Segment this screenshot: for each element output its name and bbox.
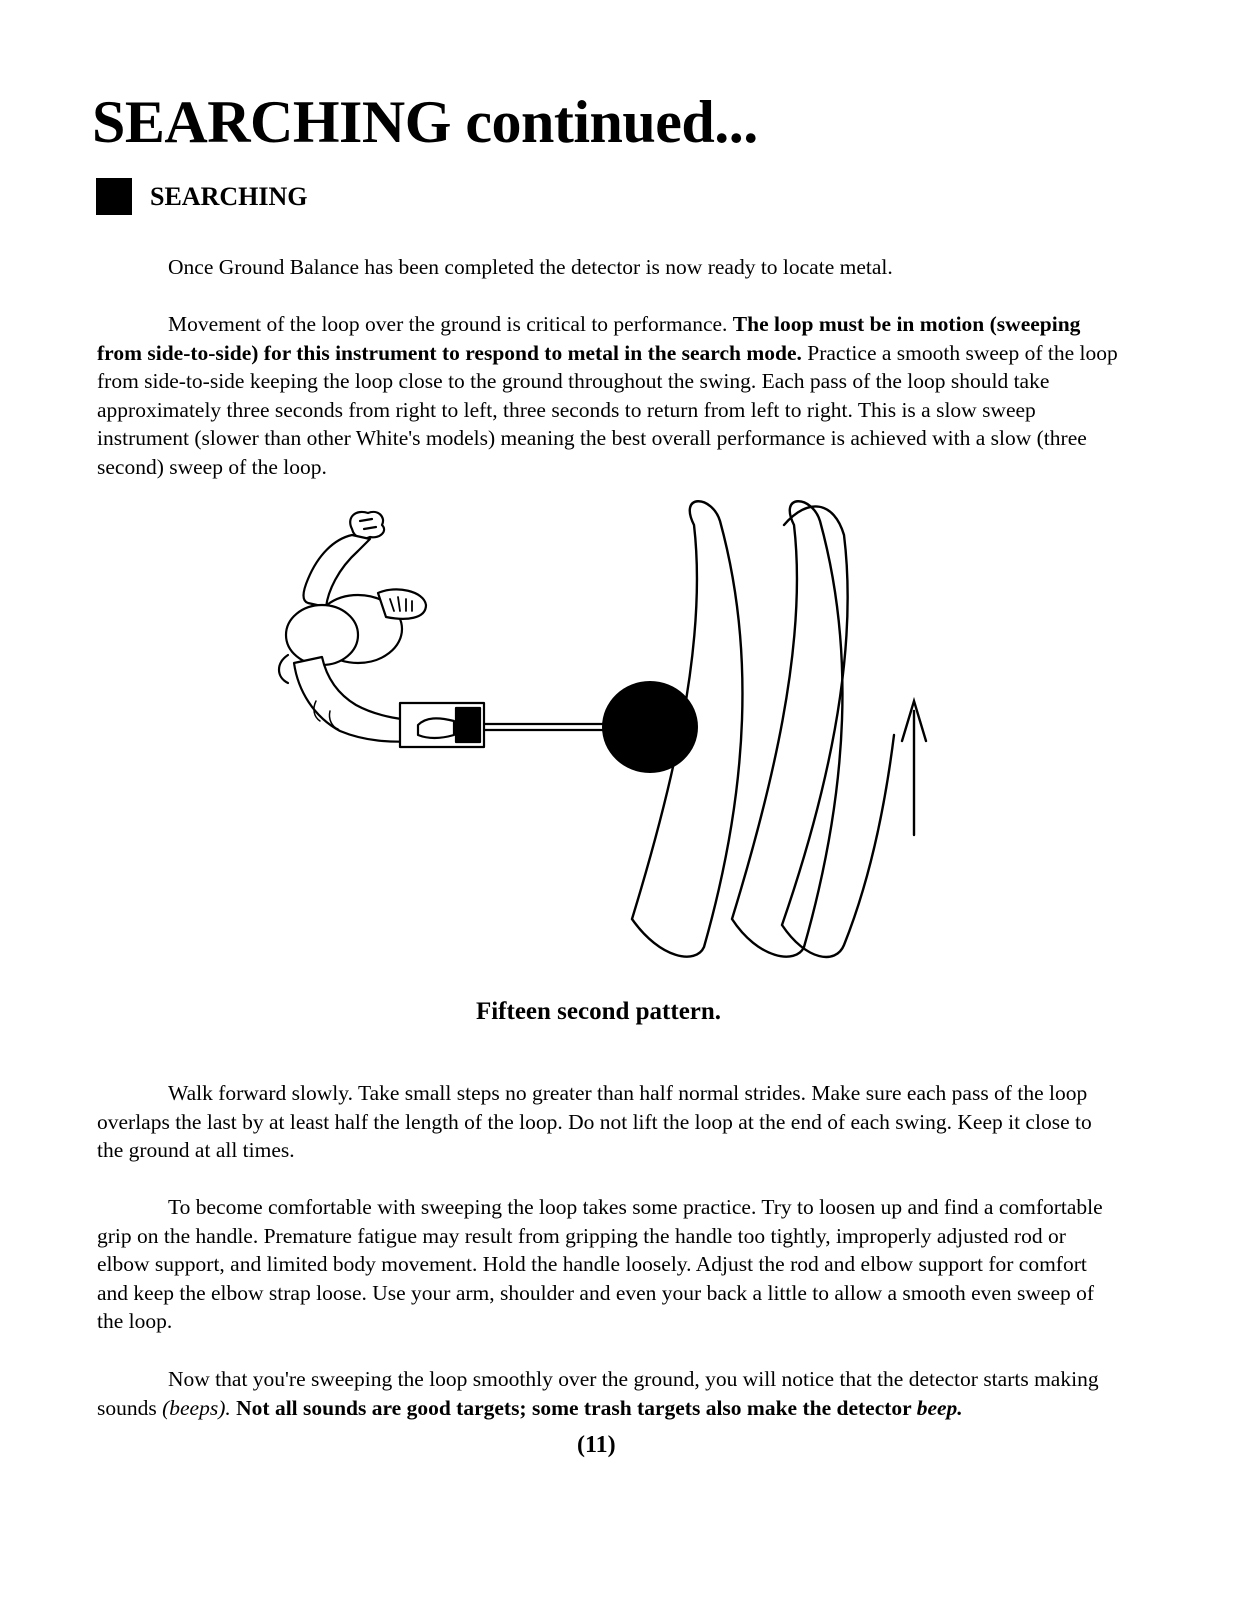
- paragraph-comfortable-sweep: To become comfortable with sweeping the loop takes some practice. Try to loosen up and find a comfortable grip on the handle. Premature fatigue may result from gripping the handle too tightly, improperly adjusted rod or elbow support, and limited body movement. Hold the handle loosely. Adjust the rod and elbow support for comfort and keep the elbow strap loose. Use your arm, shoulder and even your back a little to allow a smooth even sweep of the loop.: [97, 1195, 1103, 1333]
- paragraph-text: Practice a smooth sweep of the loop from side-to-side keeping the loop close to the ground throughout the swing. Each pass of the loop should take approximately three seconds from right to left, three seconds to return from left to right. This is a slow sweep instrument (slower than other White's models) meaning the best overall performance is achieved with a slow (three second) sweep of the loop.: [97, 340, 1118, 479]
- paragraph-text: Now that you're sweeping the loop smoothly over the ground, you will notice that the detector starts making sounds: [97, 1367, 1099, 1420]
- detector-user-icon: [279, 512, 604, 747]
- page-title: SEARCHING continued...: [92, 89, 758, 155]
- paragraph-detector-sounds: [97, 1365, 1122, 1422]
- section-title: SEARCHING: [150, 181, 308, 211]
- figure-caption: [0, 998, 1237, 1026]
- search-loop-icon: [602, 681, 698, 773]
- paragraph-loop-movement: [97, 310, 1122, 481]
- paragraph-text: Movement of the loop over the ground is critical to performance.: [168, 312, 733, 336]
- section-heading: [96, 178, 307, 215]
- page-number: (11): [577, 1432, 616, 1458]
- sweep-pattern-figure: [260, 495, 950, 975]
- caption-text: Fifteen second pattern.: [475, 998, 722, 1025]
- paragraph-walk-forward: Walk forward slowly. Take small steps no greater than half normal strides. Make sure each pass of the loop overlaps the last by at least half the length of the loop. Do not lift the loop at the end of each swing. Keep it close to the ground at all times.: [97, 1081, 1092, 1162]
- italic-text: (beeps).: [162, 1395, 231, 1420]
- direction-arrow-icon: [902, 701, 926, 835]
- emphasis-italic-text: beep.: [916, 1395, 963, 1420]
- paragraph-ground-balance: Once Ground Balance has been completed the detector is now ready to locate metal.: [168, 255, 893, 279]
- emphasis-text: The loop must be in motion (sweeping from side-to-side) for this instrument to respond to metal in the search mode.: [97, 312, 1081, 365]
- square-bullet-icon: [96, 178, 132, 215]
- emphasis-text: Not all sounds are good targets; some trash targets also make the detector: [236, 1395, 917, 1420]
